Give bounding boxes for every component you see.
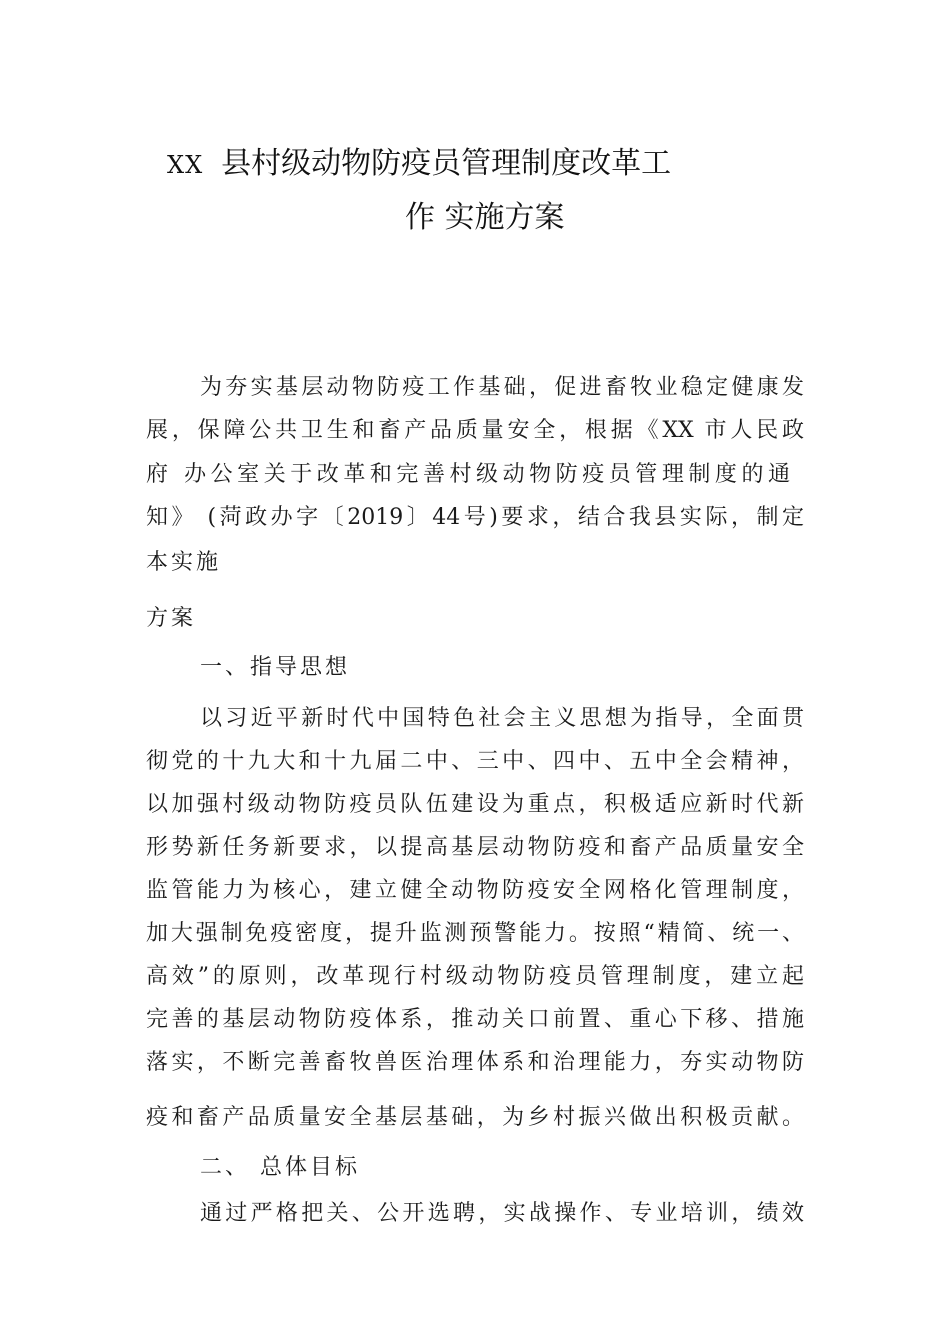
- document-title-line-1: [167, 138, 671, 182]
- paragraph-line: 以加强村级动物防疫员队伍建设为重点，积极适应新时代新: [146, 792, 804, 817]
- paragraph-line: 知》 (菏政办字〔2019〕44号)要求，结合我县实际，制定: [146, 505, 804, 530]
- paragraph-line: 展，保障公共卫生和畜产品质量安全，根据《XX 市人民政: [146, 418, 804, 443]
- paragraph-line: 监管能力为核心，建立健全动物防疫安全网格化管理制度，: [146, 878, 804, 903]
- paragraph-line: 完善的基层动物防疫体系，推动关口前置、重心下移、措施: [146, 1007, 804, 1032]
- paragraph-line: 方案: [146, 606, 197, 631]
- title-text: 县村级动物防疫员管理制度改革工: [221, 146, 672, 181]
- paragraph-line: 以习近平新时代中国特色社会主义思想为指导，全面贯: [200, 706, 804, 731]
- paragraph-line: 彻党的十九大和十九届二中、三中、四中、五中全会精神，: [146, 749, 804, 774]
- paragraph-line: 通过严格把关、公开选聘，实战操作、专业培训，绩效: [200, 1201, 804, 1226]
- document-title-line-2: 作 实施方案: [405, 200, 565, 235]
- paragraph-line: 本实施: [146, 550, 222, 575]
- section-heading: 一、指导思想: [200, 655, 351, 680]
- paragraph-line: 加大强制免疫密度，提升监测预警能力。按照“精简、统一、: [146, 921, 804, 946]
- title-prefix: XX: [167, 151, 204, 179]
- paragraph-line: 为夯实基层动物防疫工作基础，促进畜牧业稳定健康发: [200, 375, 804, 400]
- paragraph-line: 形势新任务新要求，以提高基层动物防疫和畜产品质量安全: [146, 835, 804, 860]
- section-heading: 二、 总体目标: [200, 1155, 360, 1180]
- paragraph-line: 落实，不断完善畜牧兽医治理体系和治理能力，夯实动物防: [146, 1050, 804, 1075]
- paragraph-line: 府 办公室关于改革和完善村级动物防疫员管理制度的通: [146, 462, 790, 487]
- paragraph-line: 疫和畜产品质量安全基层基础，为乡村振兴做出积极贡献。: [146, 1105, 804, 1130]
- paragraph-line: 高效”的原则，改革现行村级动物防疫员管理制度，建立起: [146, 964, 804, 989]
